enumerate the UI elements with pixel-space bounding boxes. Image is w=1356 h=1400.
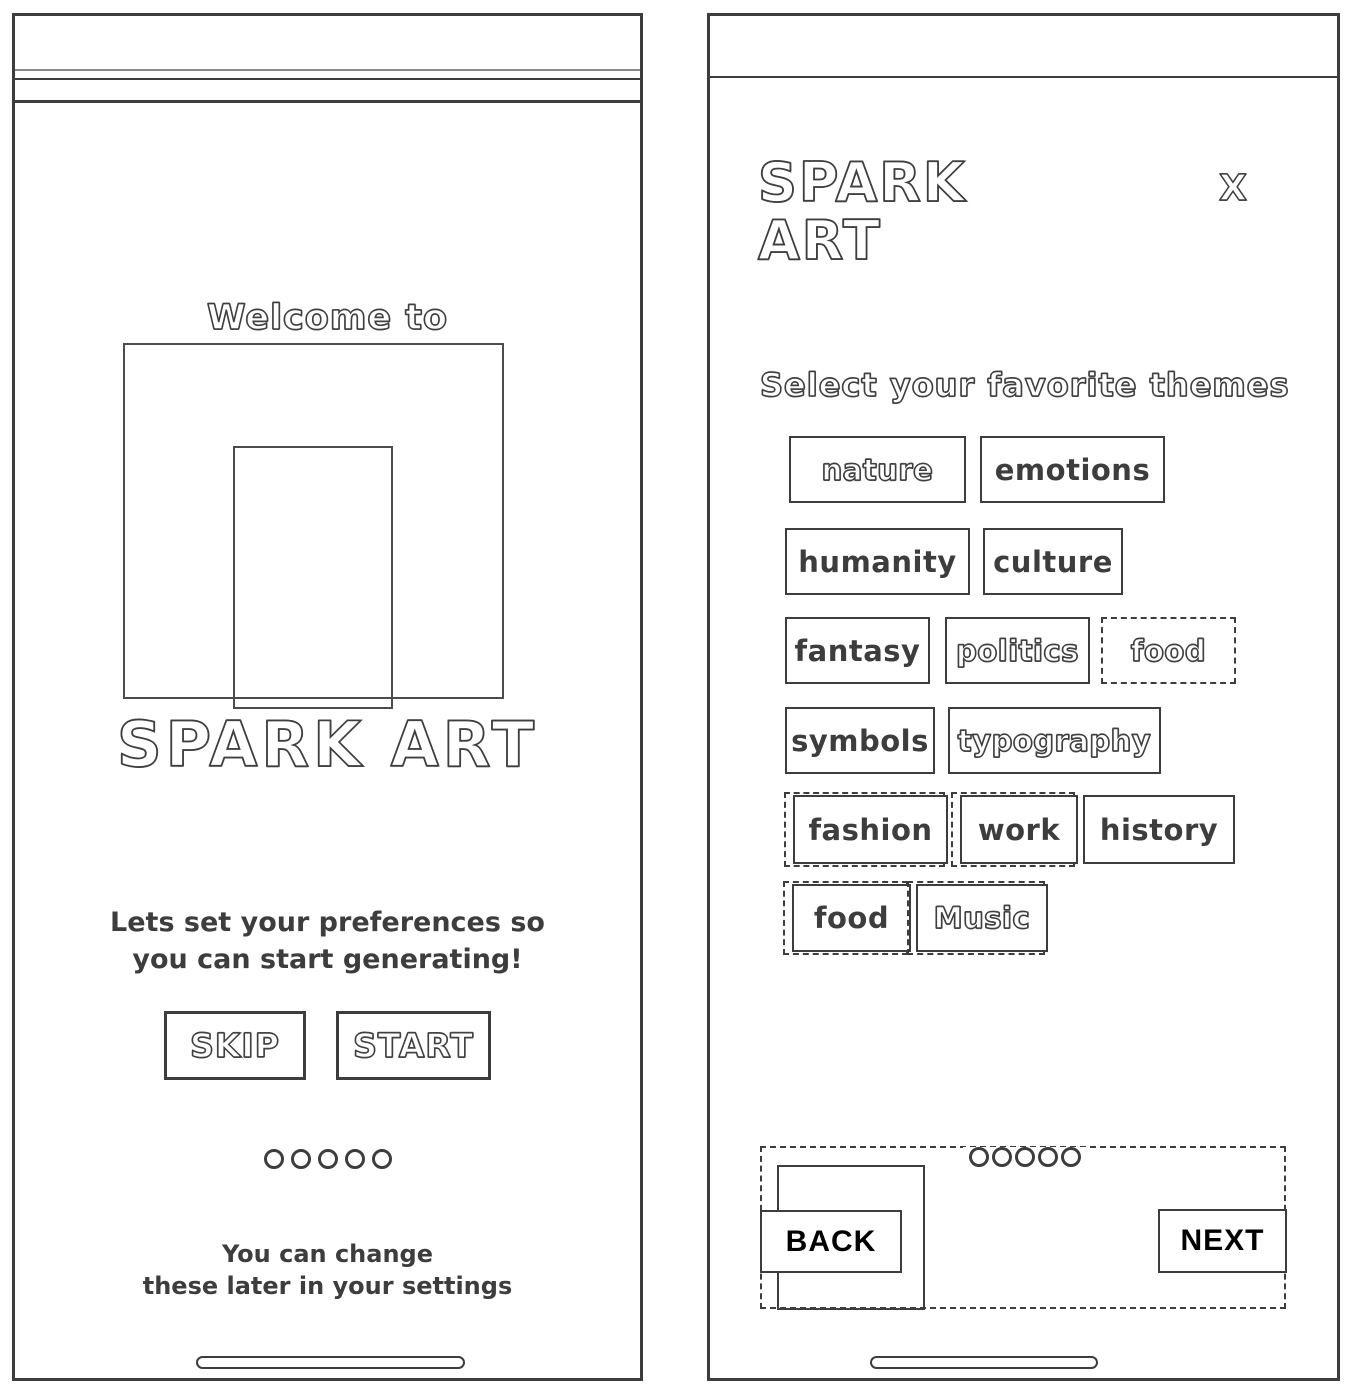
chip-label: Music <box>933 901 1031 935</box>
page-dot <box>345 1149 365 1169</box>
image-placeholder-inner <box>233 446 393 709</box>
header-strip <box>15 71 640 80</box>
action-buttons <box>15 1011 640 1080</box>
chip-label: history <box>1099 812 1219 847</box>
page-dot <box>264 1149 284 1169</box>
footer-line-1: You can change <box>221 1240 434 1268</box>
theme-chip-symbols[interactable] <box>785 707 935 774</box>
chip-label: humanity <box>798 544 957 579</box>
chip-label: symbols <box>791 723 929 758</box>
tagline <box>15 904 640 978</box>
chip-box <box>960 795 1078 864</box>
status-bar <box>710 16 1337 78</box>
page-dot <box>969 1147 989 1167</box>
app-logo: SPARK ART <box>117 708 538 781</box>
skip-button[interactable]: SKIP <box>164 1011 306 1080</box>
tagline-line-1: Lets set your preferences so <box>110 907 545 938</box>
theme-chip-fantasy[interactable] <box>785 617 930 684</box>
theme-chip-politics[interactable] <box>945 617 1090 684</box>
page-dot <box>372 1149 392 1169</box>
chip-box <box>792 884 911 952</box>
theme-chip-emotions[interactable] <box>980 436 1165 503</box>
theme-chip-work[interactable] <box>960 795 1078 864</box>
theme-chip-humanity[interactable] <box>785 528 970 595</box>
page-dot <box>992 1147 1012 1167</box>
theme-chip-nature[interactable] <box>789 436 966 503</box>
chip-box <box>793 795 948 864</box>
chip-label: work <box>977 812 1061 847</box>
footer-note <box>15 1238 640 1302</box>
page-dot <box>291 1149 311 1169</box>
theme-chip-music[interactable] <box>916 884 1048 952</box>
logo-line-2: ART <box>758 209 882 272</box>
start-button[interactable]: START <box>336 1011 491 1080</box>
chip-label: typography <box>957 723 1152 758</box>
chip-box <box>916 884 1048 952</box>
page-indicator <box>15 1149 640 1169</box>
welcome-title: Welcome to <box>206 298 449 338</box>
chip-label: fashion <box>808 812 933 847</box>
theme-chip-history[interactable] <box>1083 795 1235 864</box>
chip-label: fantasy <box>794 633 921 668</box>
welcome-screen <box>12 13 643 1381</box>
footer-line-2: these later in your settings <box>142 1272 513 1300</box>
home-indicator <box>196 1356 465 1369</box>
theme-chip-food[interactable] <box>1101 617 1236 684</box>
theme-chip-culture[interactable] <box>983 528 1123 595</box>
chip-label: politics <box>956 633 1079 668</box>
themes-heading: Select your favorite themes <box>760 366 1290 404</box>
app-logo <box>758 151 967 272</box>
page-dot <box>1038 1147 1058 1167</box>
theme-selection-screen <box>707 13 1340 1381</box>
app-bar <box>15 80 640 103</box>
next-button[interactable]: NEXT <box>1158 1209 1287 1273</box>
page-dot <box>318 1149 338 1169</box>
chip-label: food <box>1130 633 1207 668</box>
page-dot <box>1061 1147 1081 1167</box>
chip-label: emotions <box>994 452 1151 487</box>
page-indicator <box>963 1147 1087 1167</box>
chip-label: food <box>813 901 890 935</box>
theme-chip-fashion[interactable] <box>793 795 948 864</box>
chip-label: nature <box>821 452 934 487</box>
status-bar <box>15 16 640 71</box>
theme-chip-typography[interactable] <box>948 707 1161 774</box>
close-icon[interactable]: X <box>1219 168 1247 209</box>
page-dot <box>1015 1147 1035 1167</box>
chip-label: culture <box>993 544 1113 579</box>
theme-chip-food-2[interactable] <box>792 884 911 952</box>
logo-line-1: SPARK <box>758 151 967 214</box>
tagline-line-2: you can start generating! <box>132 944 523 975</box>
home-indicator <box>870 1356 1098 1369</box>
back-button[interactable]: BACK <box>760 1210 902 1273</box>
